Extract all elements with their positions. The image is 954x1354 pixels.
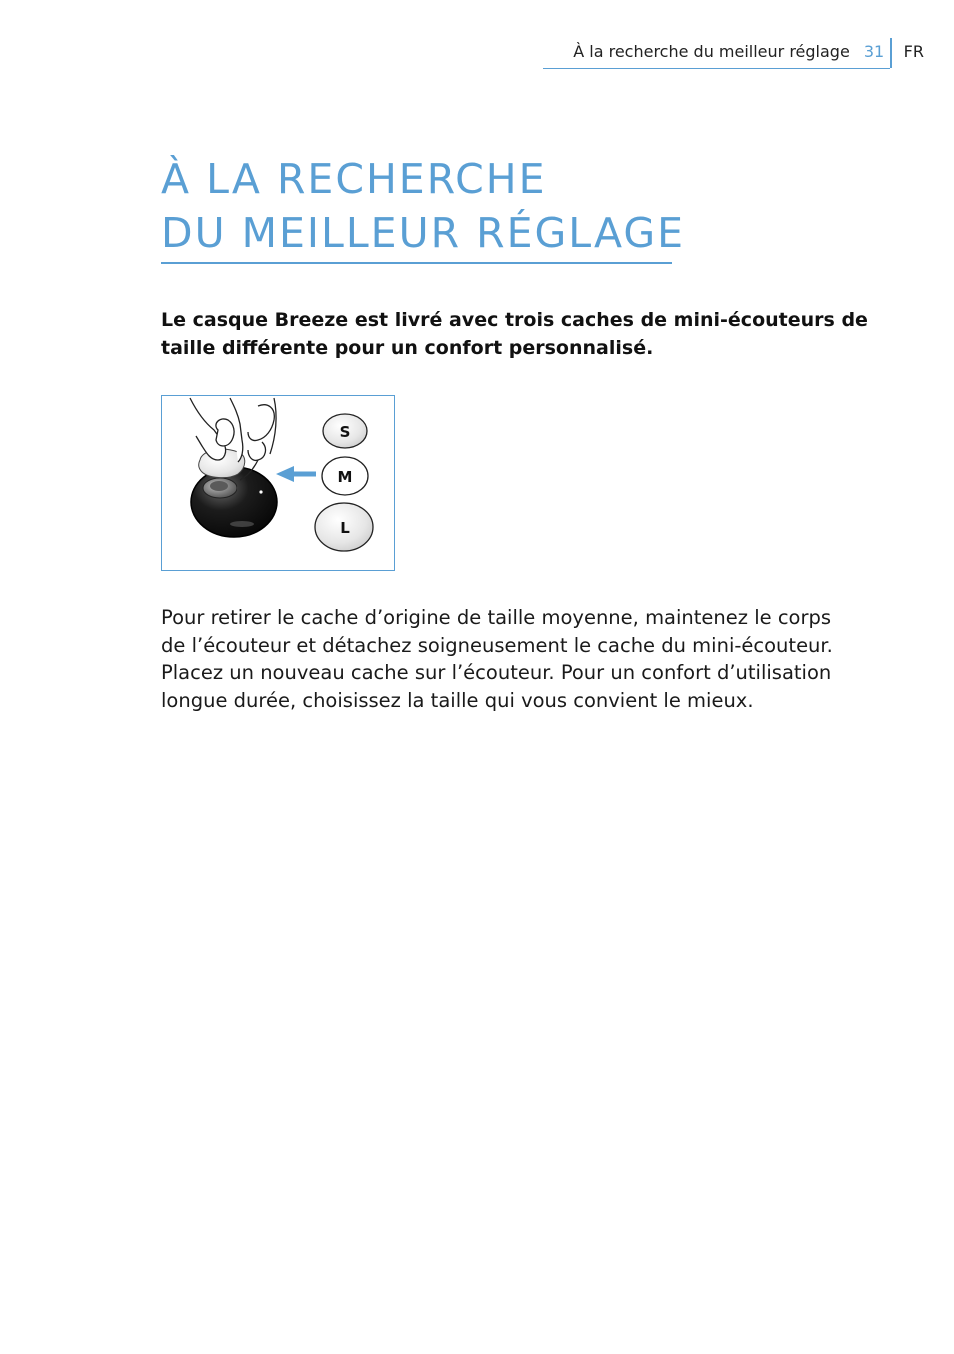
language-code: FR: [903, 42, 924, 61]
instructions-paragraph: [161, 604, 881, 714]
size-label-m: M: [337, 468, 353, 486]
earcap-illustration-svg: [162, 396, 394, 570]
earphone-body: [191, 467, 277, 537]
size-label-s: S: [339, 423, 351, 441]
running-header-title: À la recherche du meilleur réglage: [543, 40, 864, 69]
intro-paragraph: Le casque Breeze est livré avec trois caches de mini-écouteurs de taille différente pour un confort personnalisé.: [161, 309, 868, 359]
size-cap-medium: [322, 457, 368, 495]
instructions-line-1: Pour retirer le cache d’origine de taille moyenne, maintenez le corps: [161, 606, 832, 629]
size-label-l: L: [340, 519, 350, 537]
instructions-line-4: longue durée, choisissez la taille qui vous convient le mieux.: [161, 688, 754, 712]
page-title: [161, 152, 686, 264]
page-header: [543, 40, 924, 70]
page-title-line-2: DU MEILLEUR RÉGLAGE: [161, 209, 686, 257]
page-title-line-1: À LA RECHERCHE: [161, 155, 547, 203]
size-cap-small: [323, 414, 367, 448]
instructions-line-3: Placez un nouveau cache sur l’écouteur. Pour un confort d’utilisation: [161, 661, 832, 684]
size-cap-large: [315, 503, 373, 551]
instructions-line-2: de l’écouteur et détachez soigneusement le cache du mini-écouteur.: [161, 633, 833, 657]
removal-arrow: [276, 466, 316, 482]
page-number: 31: [864, 40, 890, 69]
earcap-illustration: [161, 395, 395, 571]
